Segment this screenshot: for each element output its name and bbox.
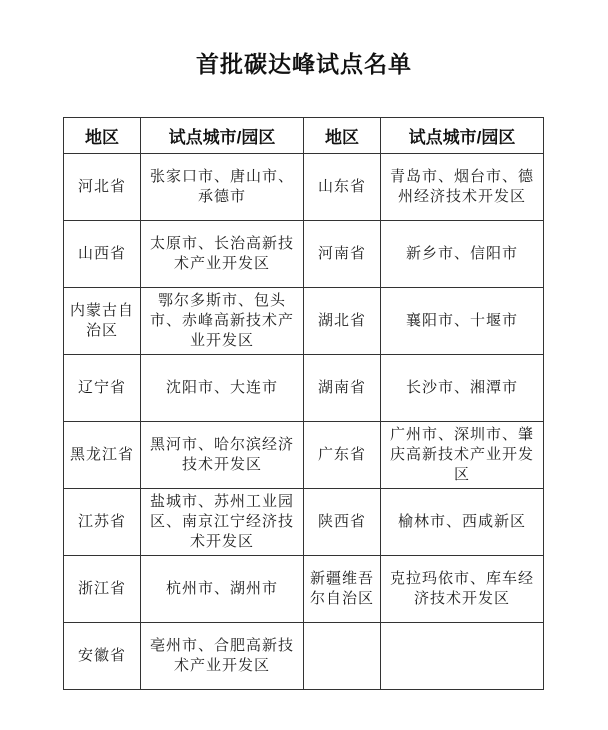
region-cell: 新疆维吾尔自治区 [304, 556, 381, 623]
region-cell: 山西省 [64, 221, 141, 288]
cities-cell: 张家口市、唐山市、承德市 [141, 154, 304, 221]
region-cell: 浙江省 [64, 556, 141, 623]
region-cell: 湖南省 [304, 355, 381, 422]
region-cell: 辽宁省 [64, 355, 141, 422]
cities-cell: 杭州市、湖州市 [141, 556, 304, 623]
header-cities-left: 试点城市/园区 [141, 118, 304, 154]
pilot-list-table [63, 117, 544, 690]
table-header-row [64, 118, 544, 154]
table-row [64, 623, 544, 690]
page-title: 首批碳达峰试点名单 [196, 52, 412, 77]
header-region-left: 地区 [64, 118, 141, 154]
region-cell: 江苏省 [64, 489, 141, 556]
cities-cell: 沈阳市、大连市 [141, 355, 304, 422]
table-row [64, 355, 544, 422]
cities-cell: 襄阳市、十堰市 [381, 288, 544, 355]
cities-cell: 盐城市、苏州工业园区、南京江宁经济技术开发区 [141, 489, 304, 556]
cities-cell: 广州市、深圳市、肇庆高新技术产业开发区 [381, 422, 544, 489]
table-row [64, 489, 544, 556]
cities-cell: 黑河市、哈尔滨经济技术开发区 [141, 422, 304, 489]
table-row [64, 288, 544, 355]
region-cell: 河北省 [64, 154, 141, 221]
header-cities-right: 试点城市/园区 [381, 118, 544, 154]
table-row [64, 154, 544, 221]
cities-cell: 新乡市、信阳市 [381, 221, 544, 288]
region-cell: 广东省 [304, 422, 381, 489]
cities-cell: 青岛市、烟台市、德州经济技术开发区 [381, 154, 544, 221]
cities-cell: 长沙市、湘潭市 [381, 355, 544, 422]
region-cell: 湖北省 [304, 288, 381, 355]
region-cell [304, 623, 381, 690]
cities-cell: 榆林市、西咸新区 [381, 489, 544, 556]
header-region-right: 地区 [304, 118, 381, 154]
region-cell: 黑龙江省 [64, 422, 141, 489]
region-cell: 内蒙古自治区 [64, 288, 141, 355]
region-cell: 陕西省 [304, 489, 381, 556]
cities-cell: 克拉玛依市、库车经济技术开发区 [381, 556, 544, 623]
table-row [64, 556, 544, 623]
table-row [64, 221, 544, 288]
region-cell: 山东省 [304, 154, 381, 221]
table-row [64, 422, 544, 489]
cities-cell: 鄂尔多斯市、包头市、赤峰高新技术产业开发区 [141, 288, 304, 355]
cities-cell: 太原市、长治高新技术产业开发区 [141, 221, 304, 288]
region-cell: 安徽省 [64, 623, 141, 690]
region-cell: 河南省 [304, 221, 381, 288]
cities-cell [381, 623, 544, 690]
cities-cell: 亳州市、合肥高新技术产业开发区 [141, 623, 304, 690]
